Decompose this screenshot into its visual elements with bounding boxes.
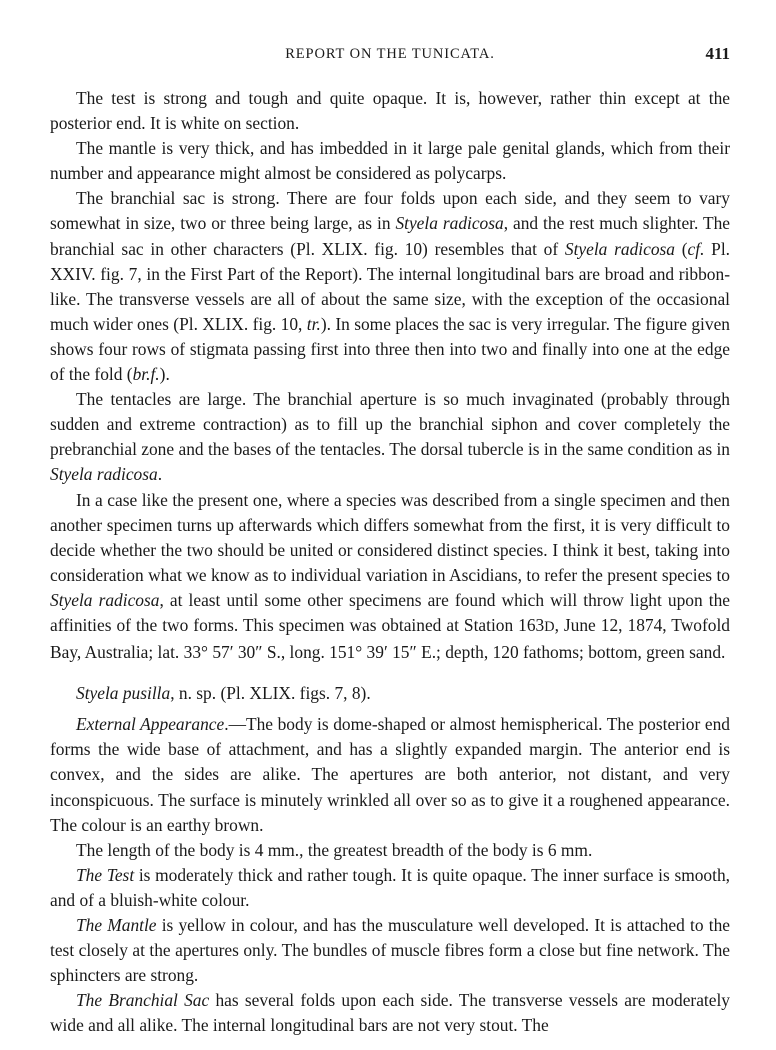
text-run: , n. sp. (Pl. XLIX. figs. 7, 8). — [170, 683, 371, 704]
italic-text: Styela radicosa — [50, 464, 158, 485]
italic-text: The Test — [76, 864, 135, 885]
text-run: .—The body is dome-shaped or almost hemispherical. The posterior end forms the wide base of attachment, and has a slightly expanded margin. The anterior end is convex, and the sides are alike. The apertures are both anterior, not distant, and very inconspicuous. The surface is minutely wrinkled all over so as to give it a roughened appearance. The colour is an earthy brown. — [50, 714, 730, 835]
text-run: ). In some places the sac is very irregular. The figure given shows four rows of stigmata passing first into three then into two and finally into one at the edge of the fold ( — [50, 313, 730, 385]
paragraph-test — [50, 86, 730, 136]
italic-text: Styela radicosa — [564, 238, 675, 259]
text-run: , and the rest much slighter. The branchial sac in other characters (Pl. XLIX. fig. 10) resembles that of — [50, 213, 731, 259]
text-run: The test is strong and tough and quite opaque. It is, however, rather thin except at the posterior end. It is white on section. — [50, 88, 730, 134]
text-run: ). — [159, 364, 170, 385]
text-run: is moderately thick and rather tough. It is quite opaque. The inner surface is smooth, and of a bluish-white colour. — [50, 864, 731, 910]
text-run: , at least until some other specimens are found which will throw light upon the affinities of the two forms. This specimen was obtained at Station 163 — [50, 589, 730, 635]
paragraph-the-branchial-sac — [50, 988, 730, 1038]
text-run: The mantle is very thick, and has imbedded in it large pale genital glands, which from their number and appearance might almost be considered as polycarps. — [50, 138, 730, 184]
text-run: The branchial sac is strong. There are four folds upon each side, and they seem to vary somewhat in size, two or three being large, as in — [50, 188, 730, 234]
italic-text: Styela radicosa — [50, 589, 160, 610]
body-text — [50, 86, 730, 1038]
paragraph-tentacles — [50, 387, 730, 487]
text-run: The length of the body is 4 mm., the greatest breadth of the body is 6 mm. — [76, 839, 593, 860]
text-run: . — [157, 464, 163, 485]
paragraph-mantle — [50, 136, 730, 186]
text-run: D — [544, 618, 555, 635]
italic-text: br.f. — [132, 364, 160, 385]
italic-text: cf. — [687, 238, 705, 259]
italic-text: The Branchial Sac — [76, 990, 210, 1011]
text-run: Pl. XXIV. fig. 7, in the First Part of the Report). The internal longitudinal bars are broad and ribbon-like. The transverse vessels are all of about the same size, with the exception of the occasional much wider ones (Pl. XLIX. fig. 10, — [50, 238, 731, 334]
text-run: The tentacles are large. The branchial aperture is so much invaginated (probably through sudden and extreme contraction) as to fill up the branchial siphon and cover completely the prebranchial zone and the bases of the tentacles. The dorsal tubercle is in the same condition as in — [50, 389, 730, 460]
text-run: has several folds upon each side. The transverse vessels are moderately wide and all alike. The internal longitudinal bars are not very stout. The — [50, 990, 730, 1036]
paragraph-the-mantle — [50, 913, 730, 988]
species-heading — [50, 681, 730, 706]
paragraph-discussion — [50, 488, 730, 666]
italic-text: tr. — [306, 313, 321, 334]
paragraph-external-appearance — [50, 712, 730, 837]
italic-text: The Mantle — [76, 915, 157, 935]
running-head — [50, 46, 730, 76]
italic-text: Styela radicosa — [395, 213, 504, 234]
text-run: ( — [674, 238, 688, 259]
page — [50, 0, 730, 1038]
paragraph-the-test — [50, 863, 730, 913]
italic-text: Styela pusilla — [76, 683, 171, 704]
text-run: is yellow in colour, and has the musculature well developed. It is attached to the test closely at the apertures only. The bundles of muscle fibres form a close but fine network. The sphincters are strong. — [50, 915, 730, 986]
running-title: REPORT ON THE TUNICATA. — [285, 46, 495, 62]
paragraph-dimensions — [50, 838, 730, 863]
italic-text: External Appearance — [76, 714, 225, 735]
text-run: In a case like the present one, where a species was described from a single specimen and then another specimen turns up afterwards which differs somewhat from the first, it is very difficult to decide whether the two should be united or considered distinct species. I think it best, taking into consideration what we know as to individual variation in Ascidians, to refer the present species to — [50, 489, 730, 585]
page-number: 411 — [705, 44, 730, 63]
paragraph-branchial-sac — [50, 186, 730, 387]
text-run: , June 12, 1874, Twofold Bay, Australia; lat. 33° 57′ 30″ S., long. 151° 39′ 15″ E.; depth, 120 fathoms; bottom, green sand. — [50, 614, 730, 663]
